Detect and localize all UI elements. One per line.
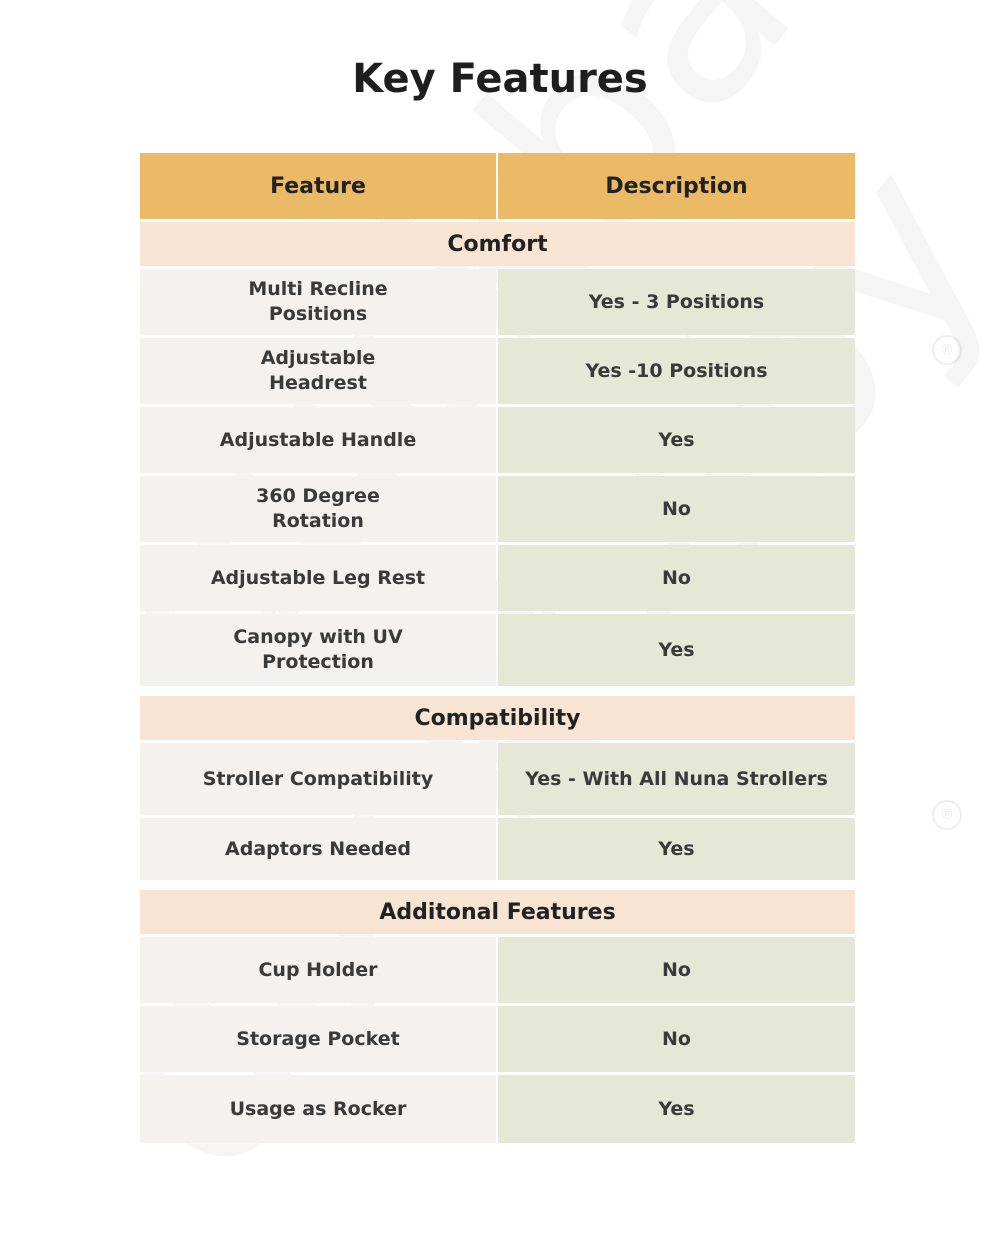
value-cell: Yes - With All Nuna Strollers (498, 743, 855, 815)
value-cell: Yes -10 Positions (498, 338, 855, 404)
table-row (140, 407, 855, 473)
section-compatibility: Compatibility (140, 696, 855, 740)
table-row (140, 1075, 855, 1143)
value-cell: Yes (498, 407, 855, 473)
table-row (140, 269, 855, 335)
value-cell: No (498, 1006, 855, 1072)
feature-cell: Usage as Rocker (140, 1075, 496, 1143)
table-row (140, 338, 855, 404)
feature-cell: Storage Pocket (140, 1006, 496, 1072)
watermark-registered-mark: ® (932, 800, 962, 830)
header-feature: Feature (140, 153, 496, 219)
page-title: Key Features (352, 56, 648, 102)
section-comfort: Comfort (140, 222, 855, 266)
feature-cell: Stroller Compatibility (140, 743, 496, 815)
section-gap (140, 880, 855, 890)
feature-cell: Adjustable Handle (140, 407, 496, 473)
feature-cell: Canopy with UV Protection (140, 614, 496, 686)
feature-cell: Adaptors Needed (140, 818, 496, 880)
value-cell: Yes (498, 1075, 855, 1143)
table-row (140, 614, 855, 686)
feature-cell: Adjustable Leg Rest (140, 545, 496, 611)
table-row (140, 937, 855, 1003)
value-cell: No (498, 545, 855, 611)
feature-cell: 360 Degree Rotation (140, 476, 496, 542)
value-cell: Yes (498, 614, 855, 686)
table-row (140, 1006, 855, 1072)
watermark-registered-mark: ® (932, 335, 962, 365)
table-row (140, 476, 855, 542)
value-cell: No (498, 476, 855, 542)
section-additional-features: Additonal Features (140, 890, 855, 934)
value-cell: Yes (498, 818, 855, 880)
header-description: Description (498, 153, 855, 219)
feature-cell: Multi Recline Positions (140, 269, 496, 335)
features-table (140, 153, 855, 1143)
value-cell: No (498, 937, 855, 1003)
feature-cell: Adjustable Headrest (140, 338, 496, 404)
table-row (140, 743, 855, 815)
table-row (140, 818, 855, 880)
section-gap (140, 686, 855, 696)
table-header (140, 153, 855, 219)
value-cell: Yes - 3 Positions (498, 269, 855, 335)
table-row (140, 545, 855, 611)
feature-cell: Cup Holder (140, 937, 496, 1003)
